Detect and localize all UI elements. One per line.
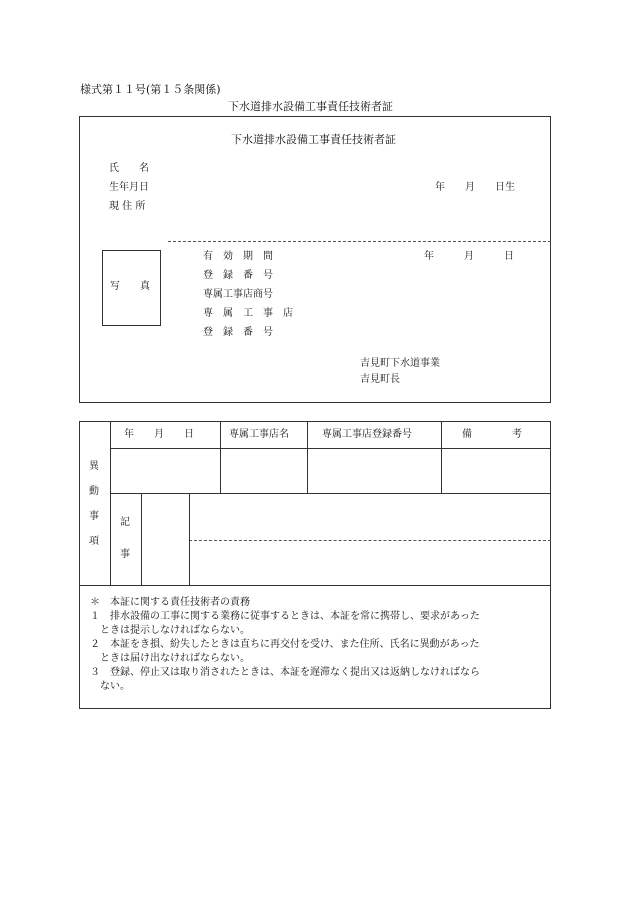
shop-registration-number-label: 登 録 番 号	[203, 327, 273, 338]
side-label-char: 項	[89, 536, 99, 547]
registration-number-label: 登 録 番 号	[203, 270, 273, 281]
side-label-char: 異	[89, 461, 99, 472]
table-rule	[141, 493, 142, 585]
notes-heading: ＊ 本証に関する責任技術者の責務	[90, 597, 250, 608]
notes-label-char: 事	[120, 549, 130, 560]
note-item-2-line-1: ２ 本証をき損、紛失したときは直ちに再交付を受け、また住所、氏名に異動があった	[90, 639, 480, 650]
exclusive-shop-label: 専 属 工 事 店	[203, 308, 293, 319]
duties-notes	[90, 596, 545, 694]
valid-period-date: 年 月 日	[424, 251, 514, 262]
table-rule	[79, 585, 551, 586]
photo-label: 写 真	[110, 281, 150, 292]
dashed-divider	[168, 241, 551, 242]
table-rule	[110, 421, 111, 585]
column-header-shop-registration: 専属工事店登録番号	[322, 429, 412, 440]
note-item-3-line-2: ない。	[100, 681, 130, 692]
table-rule	[110, 448, 551, 449]
side-label-char: 事	[89, 511, 99, 522]
valid-period-label: 有 効 期 間	[203, 251, 273, 262]
notes-label-char: 記	[120, 517, 130, 528]
note-item-1-line-2: ときは提示しなければならない。	[100, 625, 250, 636]
note-item-1-line-1: １ 排水設備の工事に関する業務に従事するときは、本証を常に携帯し、要求があった	[90, 611, 480, 622]
column-header-date: 年 月 日	[124, 429, 194, 440]
birthdate-label: 生年月日	[109, 182, 149, 193]
column-header-shop-name: 専属工事店名	[229, 429, 289, 440]
note-item-3-line-1: ３ 登録、停止又は取り消されたときは、本証を遅滞なく提出又は返納しなければなら	[90, 667, 480, 678]
table-rule	[110, 493, 551, 494]
page-title: 下水道排水設備工事責任技術者証	[228, 100, 393, 113]
table-rule	[220, 421, 221, 493]
shop-trade-name-label: 専属工事店商号	[203, 289, 273, 300]
name-label: 氏 名	[109, 163, 149, 174]
certificate-title: 下水道排水設備工事責任技術者証	[231, 133, 396, 146]
table-rule	[189, 493, 190, 585]
table-rule	[307, 421, 308, 493]
side-label-char: 動	[89, 486, 99, 497]
form-number: 様式第１１号(第１５条関係)	[80, 83, 221, 96]
issuer-line-2: 吉見町長	[360, 374, 400, 385]
issuer-line-1: 吉見町下水道事業	[360, 358, 440, 369]
note-item-2-line-2: ときは届け出なければならない。	[100, 653, 250, 664]
address-label: 現 住 所	[109, 201, 146, 212]
birthdate-suffix: 年 月 日生	[435, 182, 515, 193]
table-rule	[441, 421, 442, 493]
column-header-remarks: 備 考	[462, 429, 522, 440]
notes-dashed-rule	[189, 540, 551, 541]
